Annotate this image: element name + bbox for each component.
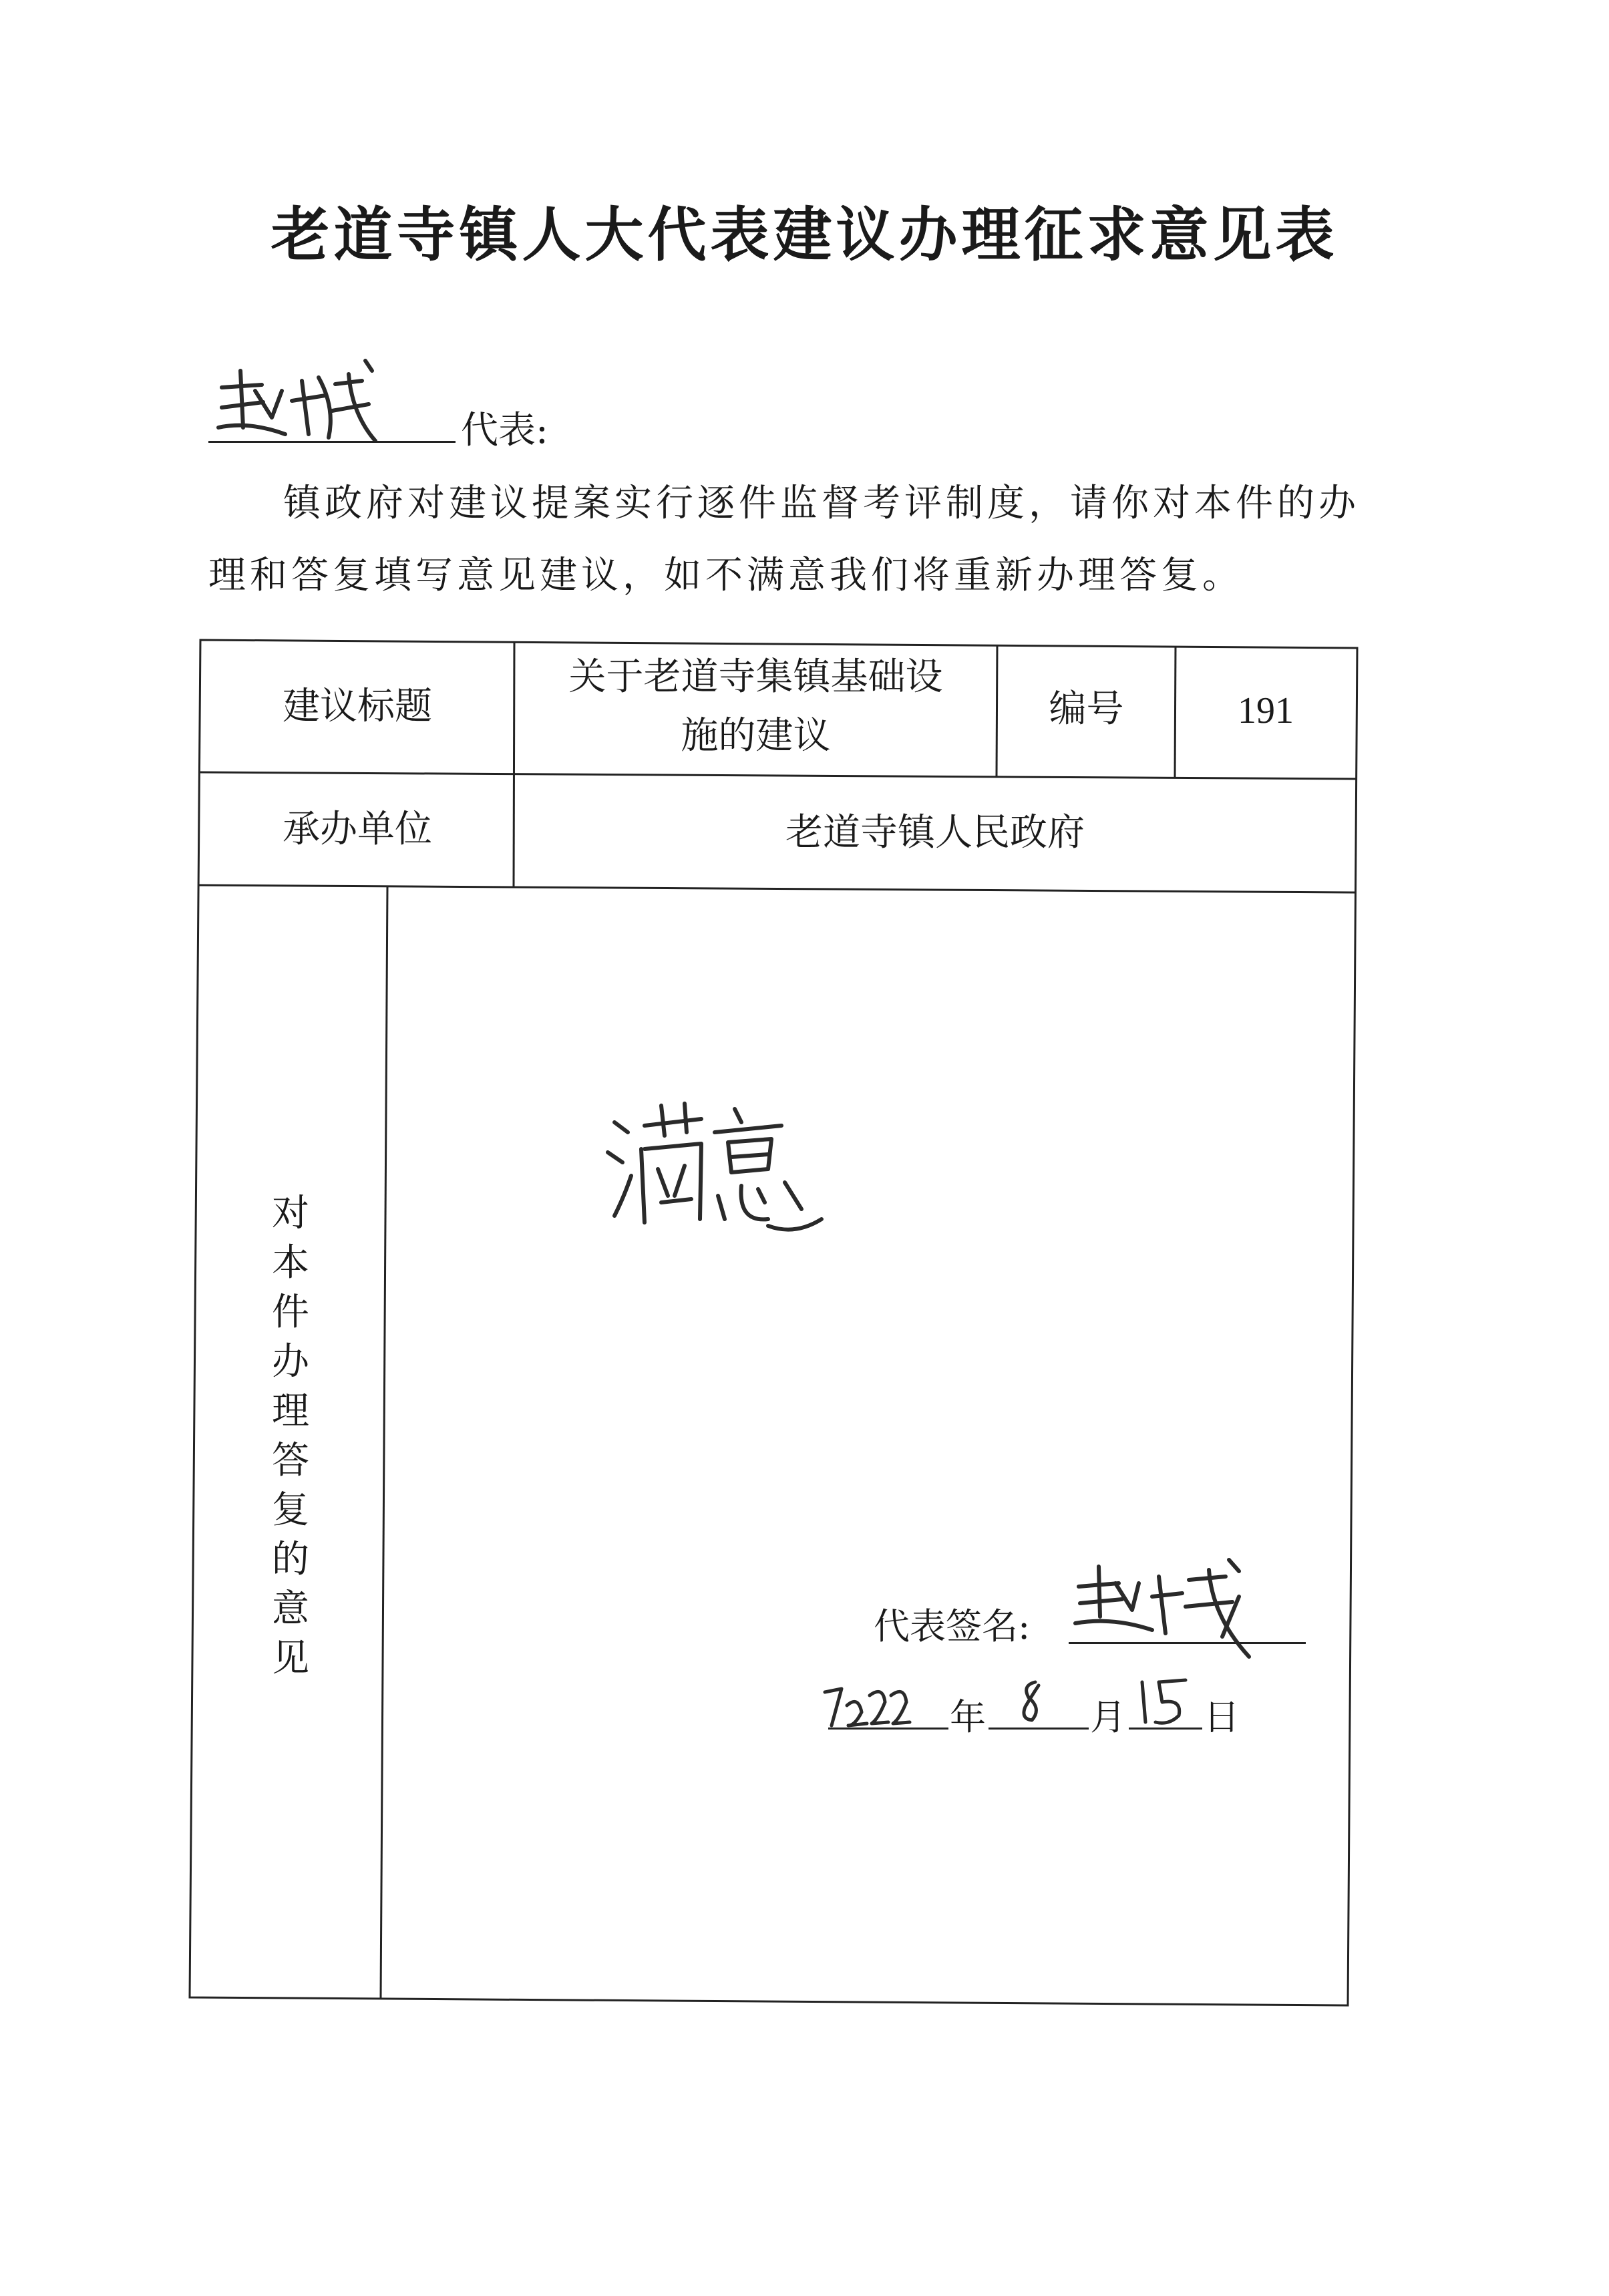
label-char: 答 [272, 1439, 309, 1482]
label-char: 件 [272, 1291, 309, 1334]
label-char: 办 [272, 1340, 309, 1383]
day-suffix: 日 [1204, 1696, 1240, 1738]
representative-label: 代表: [461, 409, 548, 452]
label-char: 见 [272, 1637, 309, 1680]
date-year-handwritten [822, 1675, 915, 1741]
date-month-handwritten [1015, 1672, 1049, 1738]
label-char: 本 [272, 1241, 309, 1285]
intro-paragraph [208, 468, 1377, 612]
label-char: 对 [272, 1192, 309, 1235]
year-underline [828, 1728, 948, 1730]
handling-unit-value: 老道寺镇人民政府 [785, 811, 1085, 854]
opinion-handwritten [601, 1096, 828, 1252]
suggestion-title-line-2: 施的建议 [681, 714, 831, 758]
representative-underline [208, 441, 456, 443]
label-char: 的 [272, 1538, 309, 1581]
signature-handwritten [1072, 1556, 1272, 1673]
suggestion-title-line-1: 关于老道寺集镇基础设 [568, 655, 943, 699]
label-handling-unit: 承办单位 [283, 808, 432, 851]
representative-signature [208, 354, 382, 450]
label-char: 复 [272, 1488, 309, 1532]
date-day-handwritten [1135, 1672, 1196, 1738]
date-row [822, 1675, 1423, 1736]
representative-line [208, 394, 810, 452]
intro-line-2: 理和答复填写意见建议，如不满意我们将重新办理答复。 [208, 554, 1244, 597]
signature-label: 代表签名: [874, 1605, 1031, 1647]
label-opinion-vertical [264, 1189, 317, 1683]
label-suggestion-title: 建议标题 [283, 685, 432, 728]
month-suffix: 月 [1090, 1696, 1126, 1738]
label-char: 理 [272, 1389, 309, 1433]
intro-line-1: 镇政府对建议提案实行逐件监督考评制度，请你对本件的办 [283, 482, 1360, 525]
year-suffix: 年 [950, 1696, 986, 1738]
label-char: 意 [272, 1587, 309, 1631]
number-value: 191 [1238, 690, 1294, 731]
label-number: 编号 [1049, 687, 1124, 731]
page-title: 老道寺镇人大代表建议办理征求意见表 [271, 200, 1338, 269]
suggestion-title-value [514, 640, 997, 774]
